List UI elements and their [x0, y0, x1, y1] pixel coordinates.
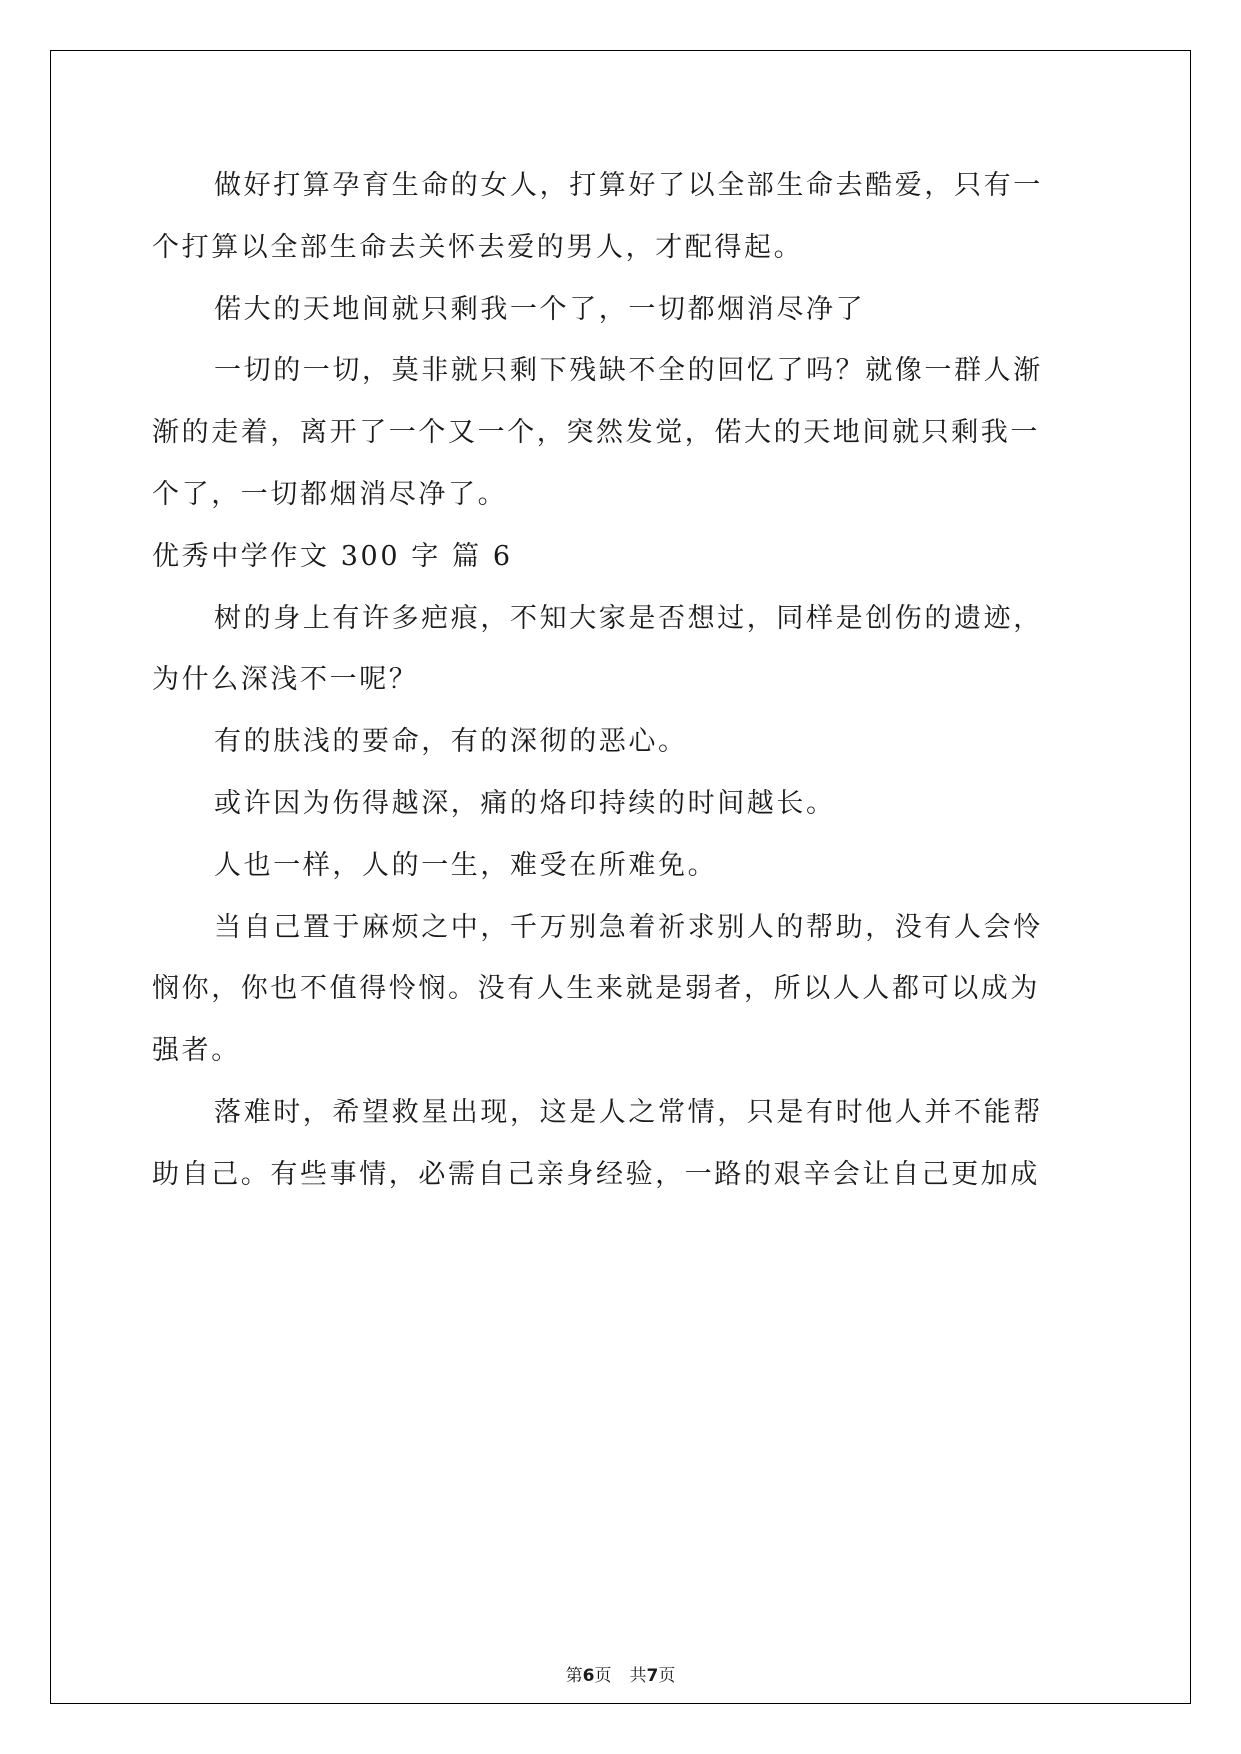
paragraph-line: 为什么深浅不一呢？	[152, 664, 419, 696]
paragraph-line: 落难时，希望救星出现，这是人之常情，只是有时他人并不能帮	[214, 1096, 1043, 1128]
paragraph-line: 做好打算孕育生命的女人，打算好了以全部生命去酷爱，只有一	[214, 170, 1043, 201]
paragraph-line: 助自己。有些事情，必需自己亲身经验，一路的艰辛会让自己更加成	[152, 1158, 1040, 1190]
paragraph-line: 树的身上有许多疤痕，不知大家是否想过，同样是创伤的遗迹，	[214, 602, 1043, 634]
paragraph-line: 人也一样，人的一生，难受在所难免。	[214, 849, 718, 881]
paragraph-line: 个了，一切都烟消尽净了。	[152, 478, 508, 510]
paragraph-line: 强者。	[152, 1035, 241, 1067]
total-suffix: 页	[658, 1666, 676, 1686]
paragraph-line: 当自己置于麻烦之中，千万别急着祈求别人的帮助，没有人会怜	[214, 911, 1043, 943]
paragraph-line: 有的肤浅的要命，有的深彻的恶心。	[214, 726, 688, 758]
section-heading: 优秀中学作文 300 字 篇 6	[152, 540, 513, 572]
paragraph-line: 悯你，你也不值得怜悯。没有人生来就是弱者，所以人人都可以成为	[152, 973, 1040, 1005]
paragraph-line: 或许因为伤得越深，痛的烙印持续的时间越长。	[214, 787, 836, 819]
total-prefix: 共	[629, 1666, 647, 1686]
page-prefix: 第	[565, 1666, 583, 1686]
page-current: 6	[582, 1666, 595, 1686]
document-body	[152, 155, 1090, 1206]
paragraph-line: 一切的一切，莫非就只剩下残缺不全的回忆了吗？就像一群人渐	[214, 355, 1043, 387]
paragraph-line: 个打算以全部生命去关怀去爱的男人，才配得起。	[152, 231, 804, 263]
paragraph-line: 偌大的天地间就只剩我一个了，一切都烟消尽净了	[214, 293, 866, 325]
paragraph-line: 渐的走着，离开了一个又一个，突然发觉，偌大的天地间就只剩我一	[152, 417, 1040, 449]
page-total: 7	[646, 1666, 659, 1686]
page-suffix: 页	[594, 1666, 612, 1686]
page-footer	[0, 1661, 1241, 1686]
